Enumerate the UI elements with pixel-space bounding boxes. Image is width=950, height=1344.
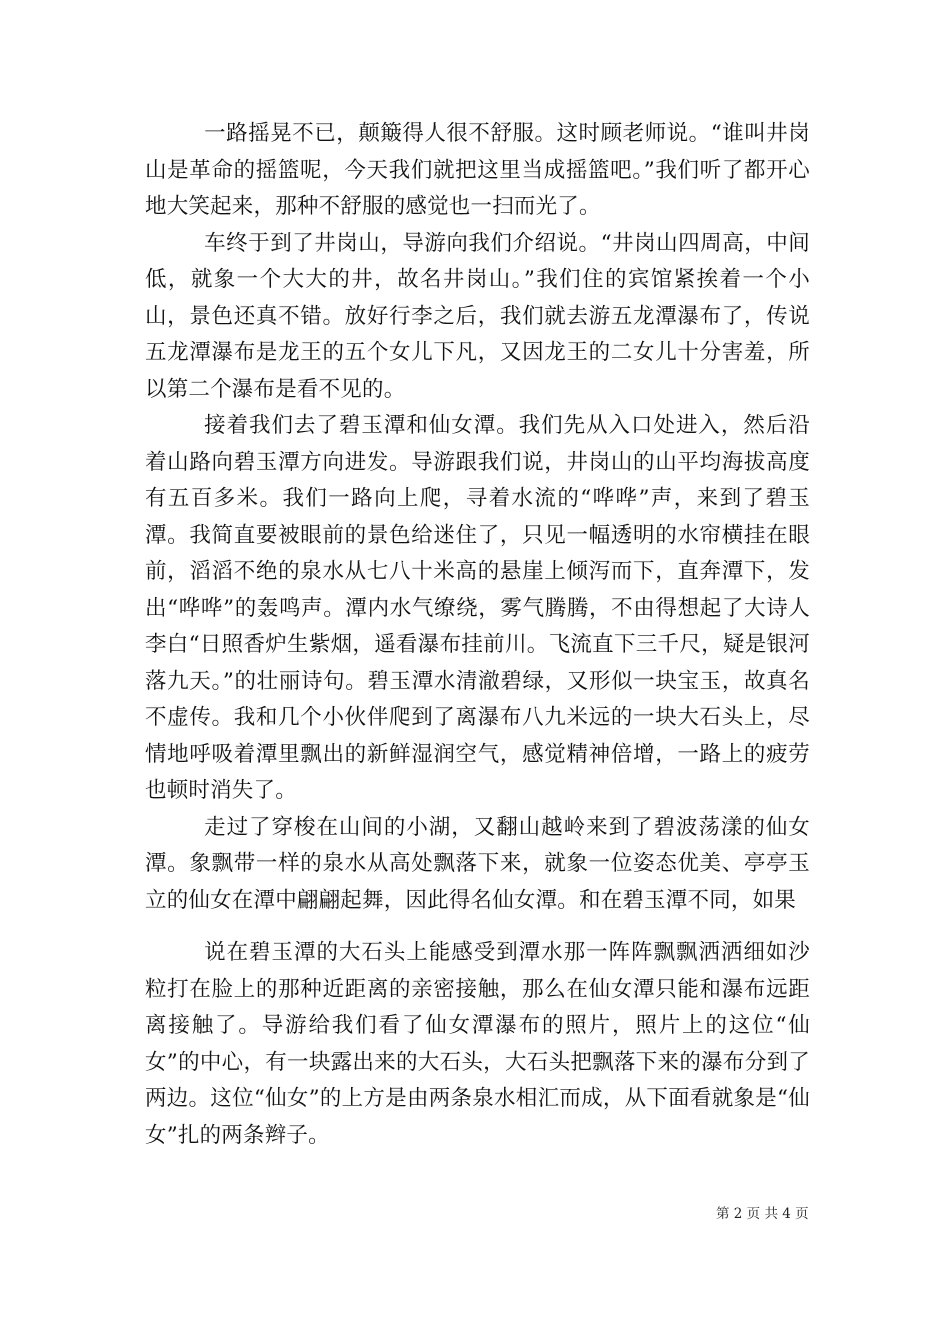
- body-text: [145, 116, 810, 1154]
- paragraph-3: 接着我们去了碧玉潭和仙女潭。我们先从入口处进入，然后沿着山路向碧玉潭方向进发。导游跟我们说，井岗山的山平均海拔高度有五百多米。我们一路向上爬，寻着水流的“哗哗”声，来到了碧玉潭。我简直要被眼前的景色给迷住了，只见一幅透明的水帘横挂在眼前，滔滔不绝的泉水从七八十米高的悬崖上倾泻而下，直奔潭下，发出“哗哗”的轰鸣声。潭内水气缭绕，雾气腾腾，不由得想起了大诗人李白“日照香炉生紫烟，遥看瀑布挂前川。飞流直下三千尺，疑是银河落九天。”的壮丽诗句。碧玉潭水清澈碧绿，又形似一块宝玉，故真名不虚传。我和几个小伙伴爬到了离瀑布八九米远的一块大石头上，尽情地呼吸着潭里飘出的新鲜湿润空气，感觉精神倍增，一路上的疲劳也顿时消失了。: [145, 413, 810, 803]
- paragraph-5: 说在碧玉潭的大石头上能感受到潭水那一阵阵飘飘洒洒细如沙粒打在脸上的那种近距离的亲密接触，那么在仙女潭只能和瀑布远距离接触了。导游给我们看了仙女潭瀑布的照片，照片上的这位“仙女”的中心，有一块露出来的大石头，大石头把飘落下来的瀑布分到了两边。这位“仙女”的上方是由两条泉水相汇而成，从下面看就象是“仙女”扎的两条辫子。: [145, 940, 810, 1148]
- paragraph-4: 走过了穿梭在山间的小湖，又翻山越岭来到了碧波荡漾的仙女潭。象飘带一样的泉水从高处飘落下来，就象一位姿态优美、亭亭玉立的仙女在潭中翩翩起舞，因此得名仙女潭。和在碧玉潭不同，如果: [145, 814, 810, 913]
- page-number-footer: 第 2 页 共 4 页: [716, 1206, 809, 1222]
- paragraph-2: 车终于到了井岗山，导游向我们介绍说。“井岗山四周高，中间低，就象一个大大的井，故名井岗山。”我们住的宾馆紧挨着一个小山，景色还真不错。放好行李之后，我们就去游五龙潭瀑布了，传说五龙潭瀑布是龙王的五个女儿下凡，又因龙王的二女儿十分害羞，所以第二个瀑布是看不见的。: [145, 230, 810, 402]
- paragraph-1: 一路摇晃不已，颠簸得人很不舒服。这时顾老师说。“谁叫井岗山是革命的摇篮呢，今天我们就把这里当成摇篮吧。”我们听了都开心地大笑起来，那种不舒服的感觉也一扫而光了。: [145, 121, 810, 219]
